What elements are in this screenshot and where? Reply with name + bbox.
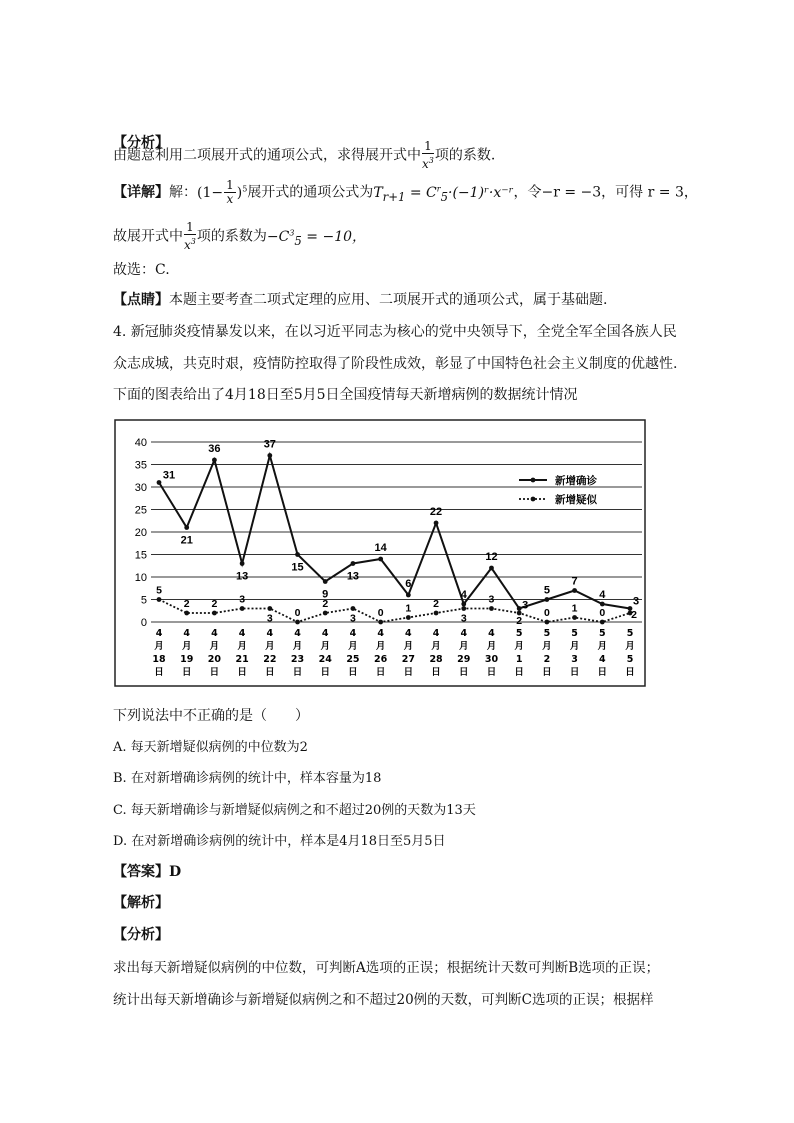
detail-condition: ，令−r = −3，可得 r = 3， [513, 184, 698, 201]
analysis-label-2: 【分析】 [113, 927, 169, 943]
x-tick-label: 1 [515, 654, 523, 665]
x-tick-label: 4 [488, 628, 495, 639]
x-tick-label: 29 [457, 654, 471, 665]
series-2-point [600, 620, 605, 625]
x-tick-label: 日 [431, 667, 441, 678]
data-label-suspected: 3 [488, 593, 495, 606]
data-label-suspected: 2 [183, 598, 190, 610]
x-tick-label: 日 [237, 667, 247, 678]
x-tick-label: 日 [625, 667, 635, 678]
x-tick-label: 日 [181, 667, 192, 678]
x-tick-label: 月 [209, 641, 220, 652]
x-tick-label: 日 [265, 667, 275, 678]
x-tick-label: 日 [320, 667, 330, 678]
data-label-suspected: 0 [599, 607, 606, 619]
heading-analysis: 【分析】 [113, 135, 169, 151]
series-1-point [351, 561, 356, 566]
data-label-confirmed: 9 [322, 588, 329, 601]
x-tick-label: 5 [571, 628, 578, 639]
data-label-confirmed: 4 [460, 589, 467, 601]
detail-mid: 展开式的通项公式为 [247, 184, 374, 201]
series-2-point [184, 611, 189, 616]
detail-prefix: 解： [169, 184, 197, 201]
series-1-point [489, 566, 494, 571]
x-tick-label: 25 [346, 654, 360, 665]
series-1-point [517, 606, 522, 611]
series-2-point [212, 611, 217, 616]
x-tick-label: 4 [405, 628, 412, 639]
data-label-confirmed: 13 [235, 570, 249, 583]
data-label-suspected: 2 [433, 598, 439, 610]
x-tick-label: 23 [290, 654, 305, 665]
x-tick-label: 日 [292, 667, 303, 678]
series-1-point [544, 597, 549, 602]
data-label-confirmed: 3 [522, 599, 529, 612]
series-1-point [212, 458, 217, 463]
answer: 【答案】D [113, 864, 182, 880]
y-tick-label: 40 [134, 437, 147, 449]
fraction-one-over-x-cubed: $\frac{1}{x^3}$ [422, 139, 434, 171]
series-1-point [295, 552, 300, 557]
x-tick-label: 5 [626, 654, 634, 665]
x-tick-label: 月 [320, 641, 330, 652]
choice-line: 故选：C. [113, 262, 170, 278]
x-tick-label: 30 [484, 654, 499, 665]
series-2-point [461, 606, 466, 611]
x-tick-label: 20 [207, 654, 222, 665]
option-c: C. 每天新增确诊与新增疑似病例之和不超过20例的天数为13天 [113, 803, 476, 818]
series-2-point [572, 615, 577, 620]
x-tick-label: 19 [180, 654, 194, 665]
conclusion-line: 故展开式中 $\frac{1}{x^3}$ 项的系数为$-C^3_5 = -10$， [113, 220, 367, 253]
series-1-point [600, 602, 605, 607]
data-label-suspected: 0 [377, 607, 384, 619]
x-tick-label: 月 [154, 641, 164, 652]
series-2-point [544, 620, 549, 625]
x-tick-label: 4 [238, 628, 246, 639]
x-tick-label: 5 [543, 628, 551, 639]
q4-line-2: 众志成城，共克时艰，疫情防控取得了阶段性成效，彰显了中国特色社会主义制度的优越性. [113, 356, 678, 372]
x-tick-label: 18 [152, 654, 166, 665]
data-label-suspected: 2 [211, 598, 218, 610]
x-tick-label: 月 [625, 641, 635, 652]
conclusion-value: $-C^3_5 = -10$， [266, 228, 367, 248]
data-label-suspected: 5 [156, 584, 162, 597]
x-tick-label: 日 [542, 667, 552, 678]
y-tick-label: 0 [140, 617, 147, 629]
data-label-confirmed: 12 [485, 551, 498, 563]
detail-label: 【详解】 [113, 184, 169, 201]
y-tick-label: 10 [134, 572, 147, 584]
y-tick-label: 25 [134, 504, 147, 517]
x-tick-label: 月 [237, 641, 247, 652]
data-label-confirmed: 31 [162, 469, 176, 482]
legend-marker [531, 497, 536, 502]
y-tick-label: 20 [134, 527, 147, 539]
data-label-suspected: 1 [405, 602, 412, 615]
series-2-point [323, 611, 328, 616]
series-line-2 [159, 600, 630, 623]
x-tick-label: 月 [265, 641, 275, 652]
series-1-point [240, 561, 245, 566]
series-2-point [240, 606, 245, 611]
y-tick-label: 30 [134, 482, 147, 494]
data-label-suspected: 1 [571, 602, 578, 615]
option-a: A. 每天新增疑似病例的中位数为2 [113, 740, 308, 755]
data-label-confirmed: 5 [543, 584, 550, 597]
x-tick-label: 28 [429, 654, 443, 665]
data-label-confirmed: 37 [263, 438, 276, 451]
series-1-point [406, 593, 411, 598]
data-label-confirmed: 22 [429, 506, 443, 518]
detail-formula: $T_{r+1}$ = $C^r_5\cdot(-1)ʳ\cdot x^-ʳ$ [373, 184, 514, 204]
series-2-point [378, 620, 383, 625]
detail-expr: (1− $\frac{1}{x}$ )$^5$ [197, 178, 248, 207]
data-label-suspected: 2 [516, 615, 523, 627]
x-tick-label: 5 [515, 628, 523, 639]
option-b: B. 在对新增确诊病例的统计中，样本容量为18 [113, 771, 382, 786]
data-label-confirmed: 14 [374, 542, 387, 554]
y-tick-label: 35 [134, 459, 147, 472]
chart-svg [113, 418, 647, 688]
x-tick-label: 21 [235, 654, 249, 665]
x-tick-label: 5 [626, 628, 634, 639]
x-tick-label: 月 [431, 641, 441, 652]
x-tick-label: 日 [403, 667, 414, 678]
x-tick-label: 日 [375, 667, 386, 678]
x-tick-label: 26 [374, 654, 388, 665]
series-2-point [267, 606, 272, 611]
data-label-confirmed: 3 [632, 595, 640, 608]
x-tick-label: 月 [514, 641, 524, 652]
x-tick-label: 日 [597, 667, 608, 678]
x-tick-label: 日 [459, 667, 469, 678]
explain-label: 【解析】 [113, 895, 169, 911]
data-label-confirmed: 15 [291, 561, 304, 574]
x-tick-label: 24 [318, 654, 332, 665]
x-tick-label: 4 [349, 628, 357, 639]
series-2-point [351, 606, 356, 611]
series-1-point [184, 525, 189, 530]
x-tick-label: 4 [598, 654, 606, 665]
data-label-confirmed: 6 [405, 578, 412, 590]
legend-label: 新增疑似 [555, 494, 597, 506]
x-tick-label: 月 [486, 641, 497, 652]
data-label-confirmed: 36 [208, 443, 221, 455]
data-label-confirmed: 13 [346, 570, 360, 583]
x-tick-label: 月 [569, 641, 580, 652]
x-tick-label: 月 [181, 641, 192, 652]
x-tick-label: 4 [294, 628, 301, 639]
x-tick-label: 4 [377, 628, 384, 639]
series-2-point [434, 611, 439, 616]
series-1-point [461, 602, 466, 607]
x-tick-label: 月 [348, 641, 358, 652]
x-tick-label: 5 [598, 628, 606, 639]
x-tick-label: 月 [292, 641, 303, 652]
series-2-point [406, 615, 411, 620]
detail-line [113, 179, 698, 206]
series-2-point [295, 620, 300, 625]
analysis-line [113, 140, 495, 171]
x-tick-label: 日 [514, 667, 524, 678]
x-tick-label: 日 [209, 667, 220, 678]
x-tick-label: 27 [401, 654, 415, 665]
question-stem: 下列说法中不正确的是（ ） [113, 708, 309, 724]
data-label-suspected: 3 [350, 612, 356, 625]
series-2-point [157, 597, 162, 602]
series-2-point [489, 606, 494, 611]
x-tick-label: 月 [403, 641, 414, 652]
data-label-confirmed: 4 [599, 589, 606, 601]
x-tick-label: 4 [183, 628, 191, 639]
data-label-suspected: 0 [294, 607, 301, 619]
series-1-point [572, 588, 577, 593]
data-label-suspected: 3 [239, 593, 246, 606]
data-label-suspected: 0 [543, 607, 550, 619]
x-tick-label: 3 [571, 654, 578, 665]
x-tick-label: 4 [266, 628, 274, 639]
series-1-point [157, 480, 162, 485]
analysis-text-2: 项的系数. [434, 147, 496, 164]
final-line-2: 统计出每天新增确诊与新增疑似病例之和不超过20例的天数，可判断C选项的正误；根据样 [113, 992, 654, 1008]
series-1-point [267, 453, 272, 458]
x-tick-label: 4 [155, 628, 163, 639]
y-tick-label: 15 [134, 549, 147, 562]
comment-line: 【点睛】本题主要考查二项式定理的应用、二项展开式的通项公式，属于基础题. [113, 292, 608, 308]
final-line-1: 求出每天新增疑似病例的中位数，可判断A选项的正误；根据统计天数可判断B选项的正误； [113, 960, 660, 976]
x-tick-label: 月 [459, 641, 469, 652]
data-label-suspected: 2 [631, 609, 637, 621]
series-1-point [434, 521, 439, 526]
y-tick-label: 5 [140, 594, 147, 607]
x-tick-label: 4 [211, 628, 218, 639]
x-tick-label: 22 [263, 654, 277, 665]
daily-cases-chart [113, 418, 647, 688]
legend-marker [531, 478, 536, 483]
x-tick-label: 日 [569, 667, 580, 678]
x-tick-label: 月 [375, 641, 386, 652]
x-tick-label: 日 [348, 667, 358, 678]
q4-line-1: 4. 新冠肺炎疫情暴发以来，在以习近平同志为核心的党中央领导下，全党全军全国各族人民 [113, 324, 677, 340]
x-tick-label: 日 [486, 667, 497, 678]
data-label-confirmed: 7 [571, 575, 578, 588]
x-tick-label: 月 [597, 641, 608, 652]
data-label-suspected: 3 [266, 612, 273, 625]
x-tick-label: 4 [432, 628, 440, 639]
data-label-confirmed: 21 [180, 534, 193, 547]
legend-label: 新增确诊 [555, 475, 597, 487]
x-tick-label: 月 [542, 641, 552, 652]
series-1-point [378, 557, 383, 562]
x-tick-label: 日 [154, 667, 164, 678]
option-d: D. 在对新增确诊病例的统计中，样本是4月18日至5月5日 [113, 834, 446, 849]
q4-line-3: 下面的图表给出了4月18日至5月5日全国疫情每天新增病例的数据统计情况 [113, 387, 578, 403]
x-tick-label: 2 [543, 654, 551, 665]
data-label-suspected: 3 [460, 612, 467, 625]
x-tick-label: 4 [321, 628, 329, 639]
series-1-point [323, 579, 328, 584]
analysis-text-1: 由题意利用二项展开式的通项公式，求得展开式中 [113, 147, 421, 164]
x-tick-label: 4 [460, 628, 468, 639]
data-label-suspected: 2 [322, 598, 329, 610]
